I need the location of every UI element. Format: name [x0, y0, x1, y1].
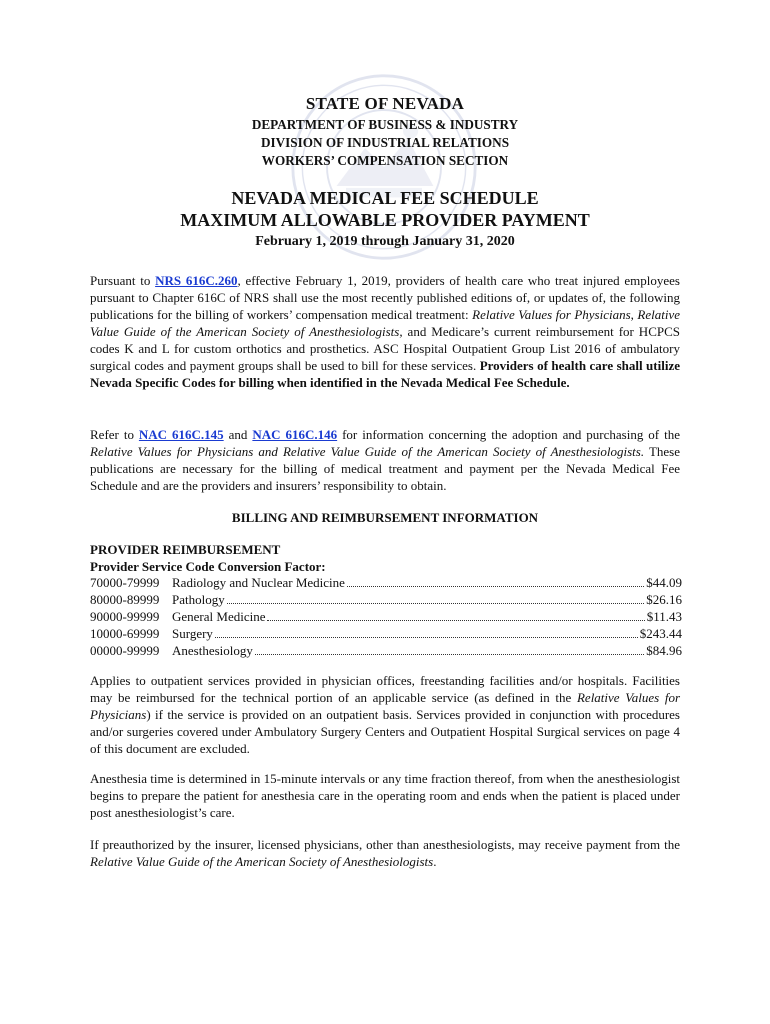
- provider-heading: PROVIDER REIMBURSEMENT: [90, 542, 281, 557]
- list-item: [90, 591, 682, 608]
- text-run: Pursuant to: [90, 273, 156, 288]
- conversion-factor-heading: Provider Service Code Conversion Factor:: [90, 559, 326, 574]
- paragraph-refer: [90, 426, 680, 494]
- list-item: [90, 625, 682, 642]
- text-run: Applies to outpatient services provided in physician offices, freestanding facilities and/or hospitals. Facilities may be reimbursed for the technical portion of an applicable service (as defined in the: [90, 673, 680, 705]
- text-run: and Medicare’s current reimbursement for HCPCS codes K and L for custom orthotics and prosthetics. ASC Hospital Outpatient Group List 2016 of ambulatory surgical codes and payment groups shall be used to bill for these services.: [90, 324, 680, 373]
- text-run: ,: [630, 307, 638, 322]
- code-range: 00000-99999: [90, 643, 160, 658]
- paragraph-anesthesia-time: Anesthesia time is determined in 15-minute intervals or any time fraction thereof, from when the anesthesiologist begins to prepare the patient for anesthesia care in the operating room and ends when the patient is placed under post anesthesiologist’s care.: [90, 771, 680, 820]
- dot-leader: [227, 602, 645, 604]
- billing-heading: BILLING AND REIMBURSEMENT INFORMATION: [231, 510, 539, 525]
- paragraph-pursuant: [90, 272, 680, 391]
- publication-title: Relative Values for Physicians: [90, 690, 680, 722]
- code-range: 80000-89999: [90, 592, 160, 607]
- dot-leader: [347, 585, 644, 587]
- list-item: [90, 608, 682, 625]
- document-title: NEVADA MEDICAL FEE SCHEDULE: [231, 188, 539, 208]
- text-run: .: [433, 854, 437, 869]
- bold-notice: Providers of health care shall utilize Nevada Specific Codes for billing when identified in the Nevada Medical Fee Schedule.: [90, 358, 680, 390]
- service-name: Radiology and Nuclear Medicine: [172, 575, 345, 590]
- list-item: [90, 574, 682, 591]
- text-run: Refer to: [90, 427, 139, 442]
- publication-title: Relative Values for Physicians: [472, 307, 631, 322]
- document-subtitle: MAXIMUM ALLOWABLE PROVIDER PAYMENT: [180, 210, 590, 230]
- nac-616c-146-link[interactable]: NAC 616C.146: [252, 427, 338, 442]
- dot-leader: [267, 619, 644, 621]
- text-run: and: [223, 427, 253, 442]
- nac-616c-145-link[interactable]: NAC 616C.145: [138, 427, 224, 442]
- nrs-616c-260-link[interactable]: NRS 616C.260: [155, 273, 238, 288]
- provider-reimbursement-heading: [90, 541, 326, 575]
- publication-title: Relative Value Guide of the American Society of Anesthesiologists,: [90, 307, 680, 339]
- code-range: 90000-99999: [90, 609, 160, 624]
- code-range: 70000-79999: [90, 575, 160, 590]
- text-run: If preauthorized by the insurer, licensed physicians, other than anesthesiologists, may receive payment from the: [90, 837, 680, 852]
- dot-leader: [215, 636, 638, 638]
- text-run: for information concerning the adoption and purchasing of the: [337, 427, 680, 442]
- section-name: WORKERS’ COMPENSATION SECTION: [261, 153, 509, 168]
- service-name: General Medicine: [172, 609, 266, 624]
- publication-title: Relative Value Guide of the American Society of Anesthesiologists: [90, 854, 434, 869]
- text-run: These publications are necessary for the billing of medical treatment and payment per the Nevada Medical Fee Schedule and are the providers and insurers’ responsibility to obtain.: [90, 444, 680, 493]
- text-run: ) if the service is provided on an outpatient basis. Services provided in conjunction with procedures and/or surgeries covered under Ambulatory Surgery Centers and Outpatient Hospital Surgical services on page 4 of this document are excluded.: [90, 707, 680, 756]
- service-name: Pathology: [172, 592, 225, 607]
- code-range: 10000-69999: [90, 626, 160, 641]
- service-name: Anesthesiology: [172, 643, 253, 658]
- publication-title: Relative Values for Physicians and Relative Value Guide of the American Society of Anesthesiologists.: [90, 444, 645, 459]
- conversion-factor-list: [90, 574, 682, 659]
- conversion-amount: $11.43: [646, 609, 682, 624]
- conversion-amount: $26.16: [646, 592, 682, 607]
- effective-dates: February 1, 2019 through January 31, 2020: [255, 234, 515, 249]
- division-name: DIVISION OF INDUSTRIAL RELATIONS: [260, 135, 510, 150]
- paragraph-preauthorized: [90, 836, 680, 870]
- text-run: , effective February 1, 2019, providers of health care who treat injured employees pursuant to Chapter 616C of NRS shall use the most recently published editions of, or updates of, the following publications for the billing of workers’ compensation medical treatment:: [90, 273, 680, 322]
- state-title: STATE OF NEVADA: [305, 94, 465, 113]
- service-name: Surgery: [172, 626, 213, 641]
- list-item: [90, 642, 682, 659]
- conversion-amount: $44.09: [646, 575, 682, 590]
- dot-leader: [255, 653, 644, 655]
- department-name: DEPARTMENT OF BUSINESS & INDUSTRY: [251, 117, 519, 132]
- conversion-amount: $84.96: [646, 643, 682, 658]
- paragraph-applies: [90, 672, 680, 757]
- conversion-amount: $243.44: [639, 626, 682, 641]
